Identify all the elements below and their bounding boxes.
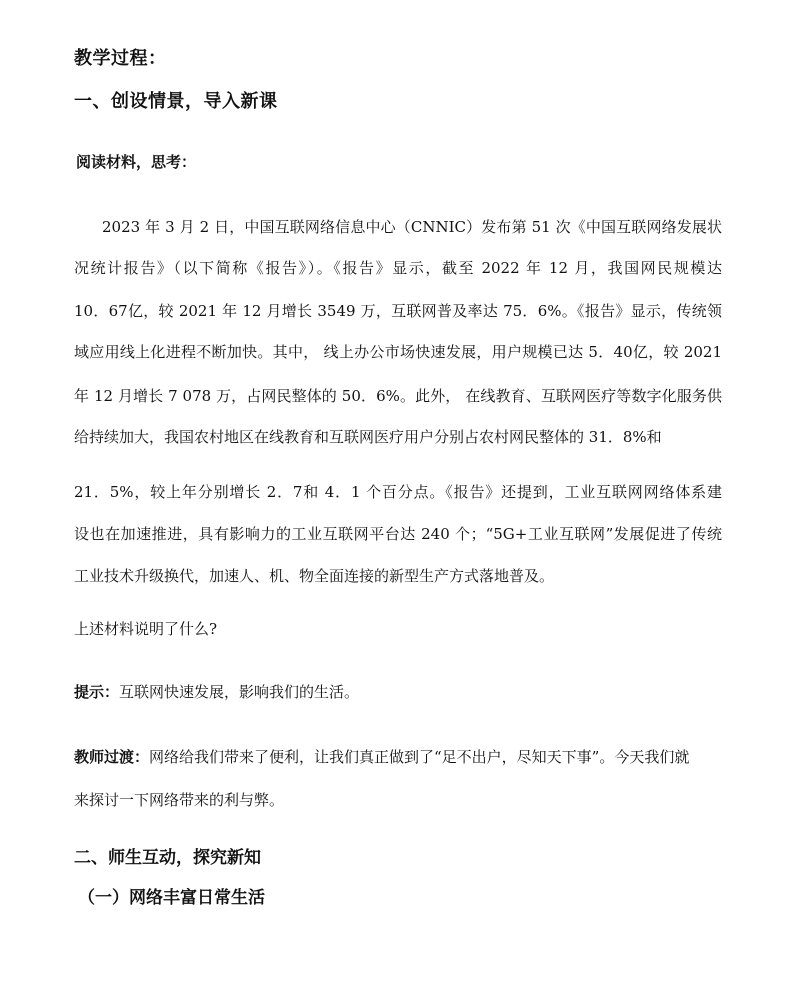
transition-paragraph-line-1	[74, 746, 722, 767]
material-line-2: 况统计报告》（以下简称《报告》）。《报告》显示，截至 2022 年 12 月，我国网民规模达	[74, 259, 722, 277]
material-line-3: 10．67亿，较 2021 年 12 月增长 3549 万，互联网普及率达 75．6%。《报告》显示，传统领	[74, 302, 722, 320]
section-1-title: 一、创设情景，导入新课	[74, 91, 278, 112]
heading-teaching-process: 教学过程：	[74, 48, 167, 69]
subsection-1-title: （一）网络丰富日常生活	[78, 888, 265, 908]
hint-text: 互联网快速发展，影响我们的生活。	[119, 683, 360, 701]
material-line-4: 域应用线上化进程不断加快。其中， 线上办公市场快速发展，用户规模已达 5．40亿，较 2021	[74, 343, 722, 361]
question-text: 上述材料说明了什么?	[74, 620, 218, 638]
reading-prompt: 阅读材料，思考：	[76, 153, 197, 171]
hint-label: 提示：	[74, 683, 120, 701]
section-2-title: 二、师生互动，探究新知	[74, 848, 261, 868]
transition-paragraph-line-2: 来探讨一下网络带来的利与弊。	[74, 791, 285, 809]
transition-text: 网络给我们带来了便利，让我们真正做到了“足不出户，尽知天下事”。今天我们就	[149, 748, 690, 766]
hint-paragraph	[74, 681, 359, 702]
material-line-7: 21．5%，较上年分别增长 2．7和 4．1 个百分点。《报告》还提到，工业互联网网络体系建	[74, 483, 722, 501]
transition-label: 教师过渡：	[74, 748, 150, 766]
material-line-5: 年 12 月增长 7 078 万，占网民整体的 50．6%。此外， 在线教育、互联网医疗等数字化服务供	[74, 387, 722, 405]
material-line-9: 工业技术升级换代，加速人、机、物全面连接的新型生产方式落地普及。	[74, 567, 555, 585]
material-line-1: 2023 年 3 月 2 日，中国互联网络信息中心（CNNIC）发布第 51 次《中国互联网络发展状	[102, 218, 722, 236]
material-line-6: 给持续加大，我国农村地区在线教育和互联网医疗用户分别占农村网民整体的 31．8%和	[74, 428, 662, 446]
material-line-8: 设也在加速推进，具有影响力的工业互联网平台达 240 个；“5G+工业互联网”发展促进了传统	[74, 525, 722, 543]
